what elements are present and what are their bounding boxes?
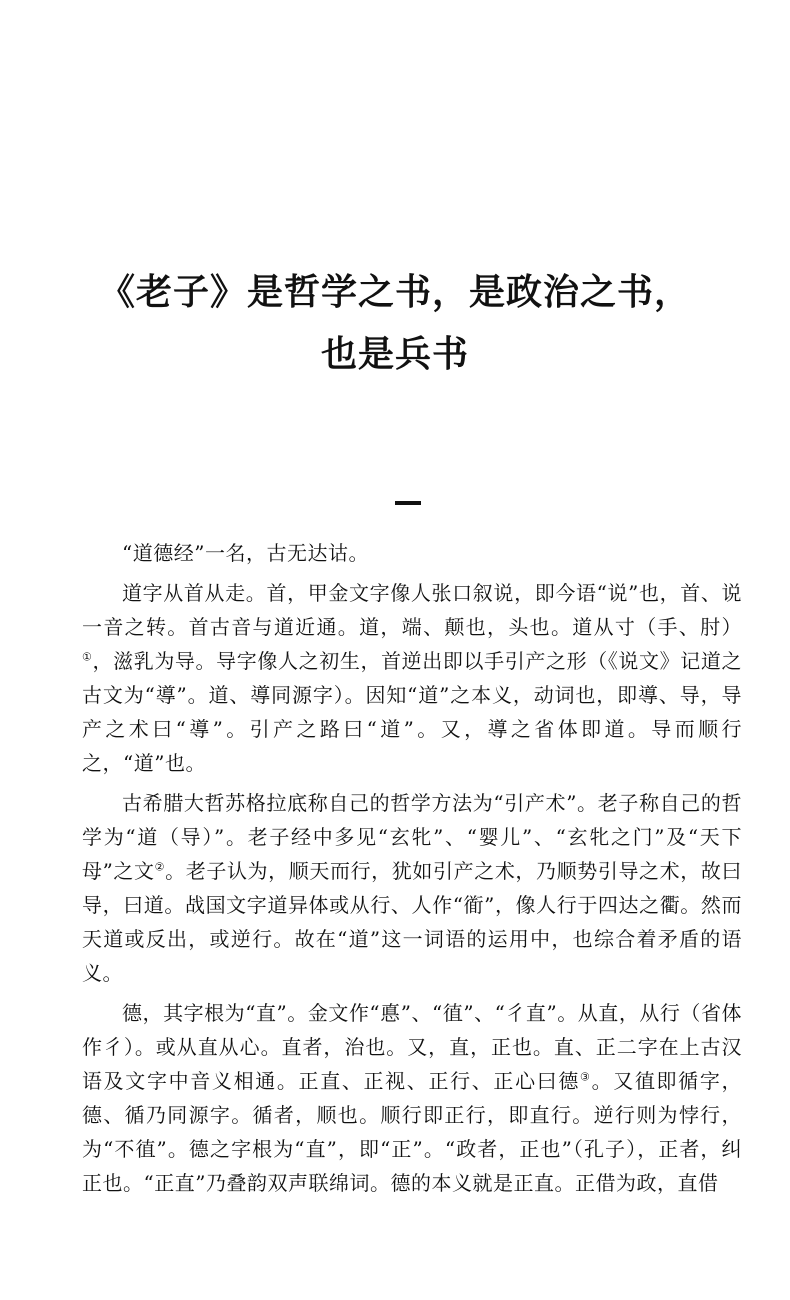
paragraph-text: ，滋乳为导。导字像人之初生，首逆出即以手引产之形（《说文》记道之古文为“導”。道、導同源字）。因知“道”之本义，动词也，即導、导，导产之术曰“導”。引产之路曰“道”。又，導之省体即道。导而顺行之，“道”也。 <box>82 649 742 775</box>
title-line-2: 也是兵书 <box>320 334 469 375</box>
title-line-1: 《老子》是哲学之书，是政治之书， <box>98 272 691 313</box>
paragraph-text: 。又徝即循字，德、循乃同源字。循者，顺也。顺行即正行，即直行。逆行则为悖行，为“不徝”。德之字根为“直”，即“正”。“政者，正也”（孔子），正者，纠正也。“正直”乃叠韵双声联绵词。德的本义就是正直。正借为政，直借 <box>82 1069 742 1195</box>
chapter-title <box>60 262 730 386</box>
paragraph-text: 道字从首从走。首，甲金文字像人张口叙说，即今语“说”也，首、说一音之转。首古音与道近通。道，端、颠也，头也。道从寸（手、肘） <box>82 581 742 639</box>
paragraph-text: 古希腊大哲苏格拉底称自己的哲学方法为“引产术”。老子称自己的哲学为“道（导）”。老子经中多见“玄牝”、“婴儿”、“玄牝之门”及“天下母”之文 <box>82 791 742 883</box>
paragraph-text: 。老子认为，顺天而行，犹如引产之术，乃顺势引导之术，故曰导，曰道。战国文字道异体或从行、人作“衜”，像人行于四达之衢。然而天道或反出，或逆行。故在“道”这一词语的运用中，也综合着矛盾的语义。 <box>82 859 742 985</box>
body-text <box>82 536 742 1206</box>
paragraph <box>82 576 742 780</box>
footnote-marker[interactable]: ② <box>154 860 166 874</box>
paragraph-text: “道德经”一名，古无达诂。 <box>122 541 369 565</box>
paragraph <box>82 786 742 990</box>
paragraph-text: 德，其字根为“直”。金文作“悳”、“徝”、“彳直”。从直，从行（省体作彳）。或从直从心。直者，治也。又，直，正也。直、正二字在上古汉语及文字中音义相通。正直、正视、正行、正心曰德 <box>82 1001 742 1093</box>
section-number-one <box>395 501 421 505</box>
footnote-marker[interactable]: ① <box>82 650 93 664</box>
paragraph <box>82 996 742 1200</box>
paragraph <box>82 536 742 570</box>
footnote-marker[interactable]: ③ <box>580 1070 592 1084</box>
